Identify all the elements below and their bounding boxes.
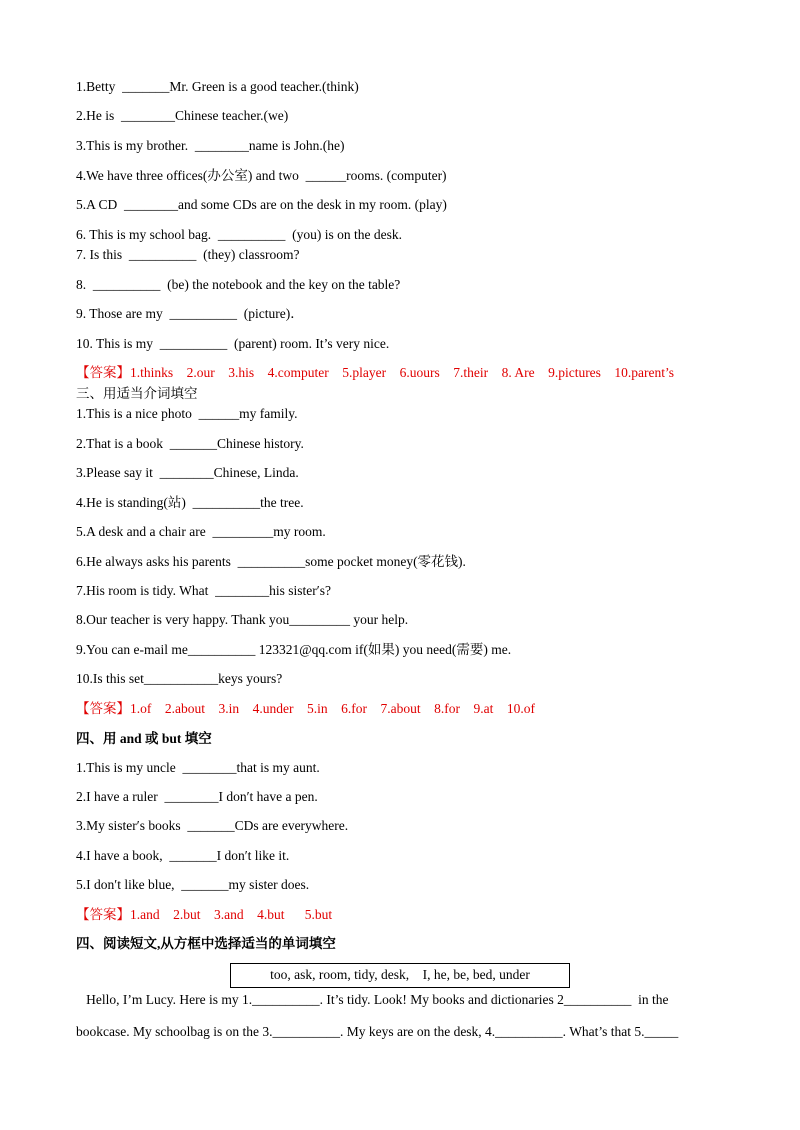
exercise-item: 5.I don′t like blue, _______my sister does. xyxy=(76,877,310,892)
exercise-item: 7. Is this __________ (they) classroom? xyxy=(76,247,300,262)
exercise-item: 1.Betty _______Mr. Green is a good teacher.(think) xyxy=(76,79,359,94)
exercise-item: 2.That is a book _______Chinese history. xyxy=(76,436,304,451)
exercise-item: 8.Our teacher is very happy. Thank you_________ your help. xyxy=(76,612,409,627)
exercise-item: 10. This is my __________ (parent) room. It’s very nice. xyxy=(76,336,390,351)
answer-key: 【答案】1.and 2.but 3.and 4.but 5.but xyxy=(76,907,333,922)
word-bank-box: too, ask, room, tidy, desk, I, he, be, bed, under xyxy=(230,963,570,988)
answer-key: 【答案】1.thinks 2.our 3.his 4.computer 5.player 6.uours 7.their 8. Are 9.pictures 10.parent’s xyxy=(76,365,675,380)
exercise-item: 10.Is this set___________keys yours? xyxy=(76,671,283,686)
exercise-item: 4.He is standing(站) __________the tree. xyxy=(76,495,304,510)
section-heading: 四、用 and 或 but 填空 xyxy=(76,731,212,746)
section-heading: 三、用适当介词填空 xyxy=(76,386,198,401)
exercise-item: 9. Those are my __________ (picture)． xyxy=(76,306,304,321)
exercise-item: 5.A desk and a chair are _________my room. xyxy=(76,524,326,539)
exercise-item: 9.You can e-mail me__________ 123321@qq.com if(如果) you need(需要) me. xyxy=(76,642,512,657)
exercise-item: 3.My sister′s books _______CDs are everywhere. xyxy=(76,818,349,833)
exercise-item: 3.This is my brother. ________name is John.(he) xyxy=(76,138,345,153)
exercise-item: 1.This is a nice photo ______my family. xyxy=(76,406,298,421)
answer-key: 【答案】1.of 2.about 3.in 4.under 5.in 6.for 7.about 8.for 9.at 10.of xyxy=(76,701,535,716)
section-heading: 四、阅读短文,从方框中选择适当的单词填空 xyxy=(76,936,336,951)
exercise-item: 4.We have three offices(办公室) and two ______rooms. (computer) xyxy=(76,168,447,183)
exercise-item: 6. This is my school bag. __________ (you) is on the desk. xyxy=(76,227,402,242)
exercise-item: 6.He always asks his parents __________some pocket money(零花钱). xyxy=(76,554,466,569)
exercise-item: 1.This is my uncle ________that is my aunt. xyxy=(76,760,320,775)
exercise-item: 7.His room is tidy. What ________his sister′s? xyxy=(76,583,331,598)
exercise-item: 8. __________ (be) the notebook and the key on the table? xyxy=(76,277,401,292)
passage-line: bookcase. My schoolbag is on the 3.__________. My keys are on the desk, 4.__________. What’s that 5._____ xyxy=(76,1024,679,1039)
exercise-item: 5.A CD ________and some CDs are on the desk in my room. (play) xyxy=(76,197,447,212)
exercise-item: 2.He is ________Chinese teacher.(we) xyxy=(76,108,289,123)
exercise-item: 3.Please say it ________Chinese, Linda. xyxy=(76,465,299,480)
exercise-item: 4.I have a book, _______I don′t like it. xyxy=(76,848,290,863)
exercise-item: 2.I have a ruler ________I don′t have a pen. xyxy=(76,789,318,804)
passage-line: Hello, I’m Lucy. Here is my 1.__________. It’s tidy. Look! My books and dictionaries 2__________ in the xyxy=(76,992,669,1007)
